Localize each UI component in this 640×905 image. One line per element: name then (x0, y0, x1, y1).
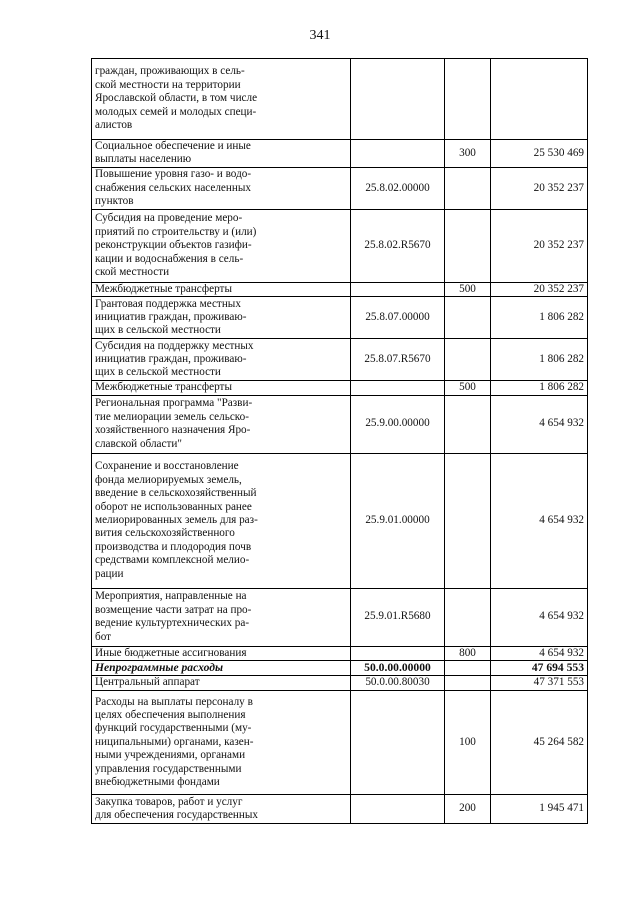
amount-cell: 47 694 553 (491, 661, 588, 676)
amount-cell: 20 352 237 (491, 209, 588, 282)
expense-name-cell: Межбюджетные трансферты (92, 282, 351, 296)
target-code-cell (351, 282, 445, 296)
table-row (92, 140, 588, 168)
expense-type-cell (445, 59, 491, 140)
expense-type-cell: 800 (445, 646, 491, 660)
expense-name-cell: Субсидия на поддержку местных инициатив граждан, проживаю- щих в сельской местности (92, 339, 351, 381)
amount-cell: 20 352 237 (491, 167, 588, 209)
expense-type-cell (445, 661, 491, 676)
table-row (92, 646, 588, 660)
target-code-cell: 50.0.00.80030 (351, 676, 445, 691)
amount-cell: 1 806 282 (491, 339, 588, 381)
amount-cell: 47 371 553 (491, 676, 588, 691)
expense-type-cell: 100 (445, 691, 491, 795)
expense-name-cell: Иные бюджетные ассигнования (92, 646, 351, 660)
amount-cell: 25 530 469 (491, 140, 588, 168)
target-code-cell: 25.8.07.00000 (351, 297, 445, 339)
table-row (92, 381, 588, 395)
target-code-cell: 25.9.01.00000 (351, 453, 445, 588)
expense-type-cell (445, 395, 491, 453)
expense-type-cell: 500 (445, 282, 491, 296)
target-code-cell (351, 646, 445, 660)
table-row (92, 676, 588, 691)
expense-type-cell (445, 453, 491, 588)
table-row (92, 691, 588, 795)
expense-name-cell: Центральный аппарат (92, 676, 351, 691)
amount-cell (491, 59, 588, 140)
amount-cell: 1 945 471 (491, 795, 588, 824)
amount-cell: 20 352 237 (491, 282, 588, 296)
table-row (92, 795, 588, 824)
expense-name-cell: Мероприятия, направленные на возмещение части затрат на про- ведение культуртехнических ра- бот (92, 588, 351, 646)
table-row (92, 339, 588, 381)
table-row (92, 588, 588, 646)
expense-name-cell: Грантовая поддержка местных инициатив граждан, проживаю- щих в сельской местности (92, 297, 351, 339)
target-code-cell (351, 140, 445, 168)
expense-type-cell: 300 (445, 140, 491, 168)
target-code-cell: 25.8.02.00000 (351, 167, 445, 209)
target-code-cell: 25.8.02.R5670 (351, 209, 445, 282)
expense-type-cell (445, 167, 491, 209)
amount-cell: 4 654 932 (491, 395, 588, 453)
table-row (92, 209, 588, 282)
amount-cell: 4 654 932 (491, 646, 588, 660)
amount-cell: 1 806 282 (491, 297, 588, 339)
amount-cell: 45 264 582 (491, 691, 588, 795)
target-code-cell: 25.9.00.00000 (351, 395, 445, 453)
budget-table-body (92, 59, 588, 824)
table-row (92, 167, 588, 209)
expense-type-cell (445, 339, 491, 381)
expense-type-cell (445, 297, 491, 339)
expense-type-cell: 500 (445, 381, 491, 395)
expense-name-cell: Субсидия на проведение меро- приятий по строительству и (или) реконструкции объектов газифи- кации и водоснабжения в сель- ской местности (92, 209, 351, 282)
amount-cell: 4 654 932 (491, 588, 588, 646)
expense-name-cell: Региональная программа "Разви- тие мелиорации земель сельско- хозяйственного назначения Яро- славской области" (92, 395, 351, 453)
table-row (92, 453, 588, 588)
table-row (92, 297, 588, 339)
expense-name-cell: Повышение уровня газо- и водо- снабжения сельских населенных пунктов (92, 167, 351, 209)
expense-name-cell: Расходы на выплаты персоналу в целях обеспечения выполнения функций государственными (му- ниципальными) органами, казен- ными учреждениями, органами управления государственными внебюджетными фондами (92, 691, 351, 795)
page-number: 341 (309, 28, 331, 43)
expense-type-cell (445, 588, 491, 646)
table-row (92, 395, 588, 453)
table-row (92, 661, 588, 676)
table-row (92, 59, 588, 140)
amount-cell: 1 806 282 (491, 381, 588, 395)
amount-cell: 4 654 932 (491, 453, 588, 588)
expense-type-cell (445, 676, 491, 691)
target-code-cell: 25.9.01.R5680 (351, 588, 445, 646)
budget-table (91, 58, 588, 824)
target-code-cell: 50.0.00.00000 (351, 661, 445, 676)
expense-name-cell: Межбюджетные трансферты (92, 381, 351, 395)
expense-name-cell: граждан, проживающих в сель- ской местности на территории Ярославской области, в том числе молодых семей и молодых специ- алистов (92, 59, 351, 140)
target-code-cell (351, 691, 445, 795)
expense-type-cell (445, 209, 491, 282)
target-code-cell (351, 381, 445, 395)
table-row (92, 282, 588, 296)
target-code-cell (351, 795, 445, 824)
expense-name-cell: Социальное обеспечение и иные выплаты населению (92, 140, 351, 168)
expense-name-cell: Закупка товаров, работ и услуг для обеспечения государственных (92, 795, 351, 824)
expense-name-cell: Непрограммные расходы (92, 661, 351, 676)
expense-name-cell: Сохранение и восстановление фонда мелиорируемых земель, введение в сельскохозяйственный оборот не использованных ранее мелиорированных земель для раз- вития сельскохозяйственного производства и плодородия почв средствами комплексной мелио- рации (92, 453, 351, 588)
expense-type-cell: 200 (445, 795, 491, 824)
target-code-cell (351, 59, 445, 140)
target-code-cell: 25.8.07.R5670 (351, 339, 445, 381)
